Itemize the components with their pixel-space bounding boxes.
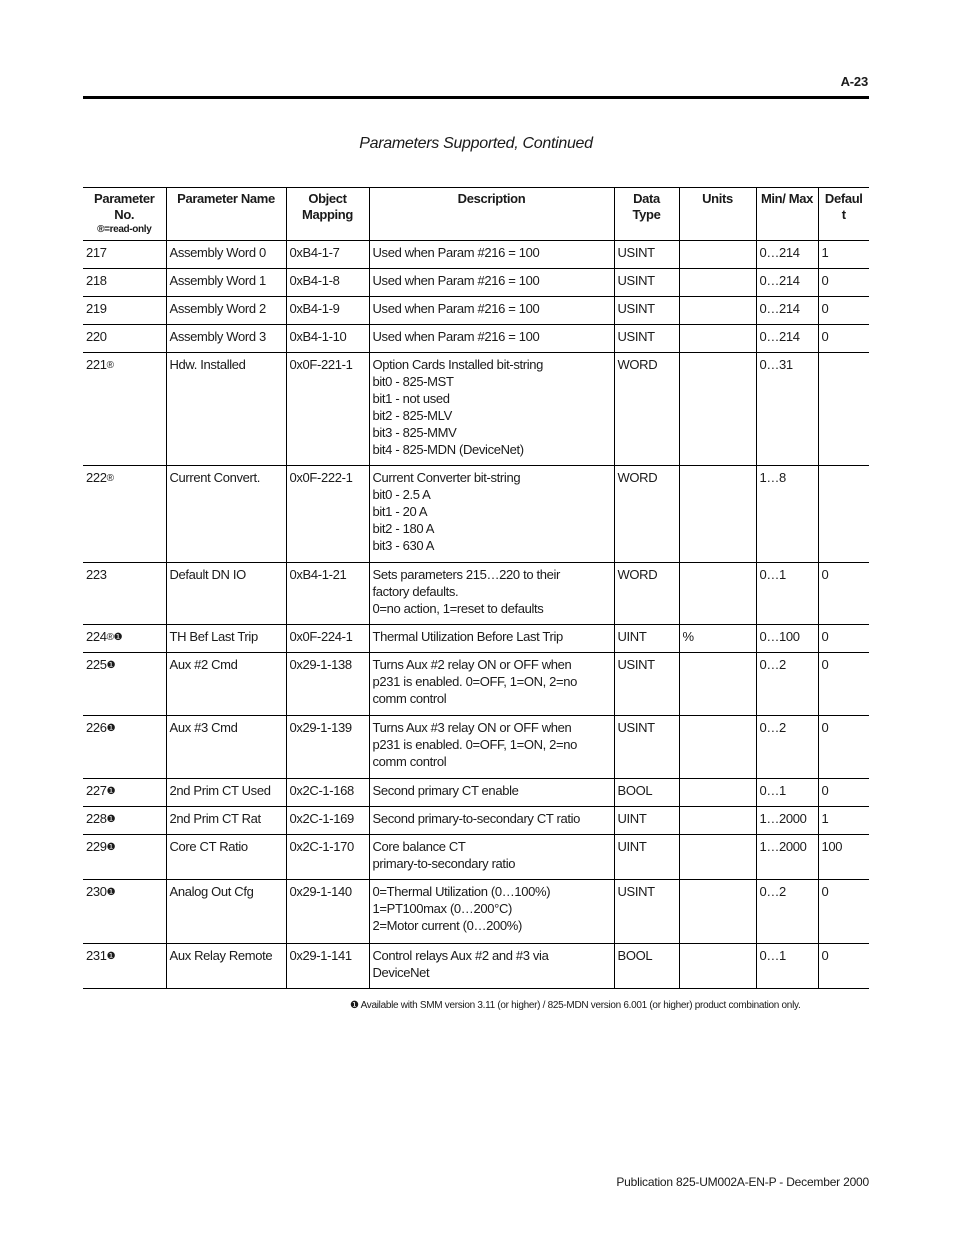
cell-param-name: Assembly Word 2: [166, 297, 286, 325]
cell-default: 0: [818, 563, 869, 625]
col-header-units: Units: [679, 188, 756, 241]
cell-object-mapping: 0xB4-1-10: [286, 325, 369, 353]
description-line: bit0 - 2.5 A: [372, 487, 431, 502]
param-marks: ®❶: [106, 632, 123, 643]
description-line: Turns Aux #3 relay ON or OFF when: [372, 720, 572, 735]
cell-param-name: Assembly Word 3: [166, 325, 286, 353]
publication-footer: Publication 825-UM002A-EN-P - December 2000: [616, 1175, 869, 1189]
description-line: Used when Param #216 = 100: [372, 329, 540, 344]
table-row: [83, 466, 869, 563]
col-header-object-mapping: Object Mapping: [286, 188, 369, 241]
param-number: 220: [86, 329, 107, 344]
cell-default: 0: [818, 625, 869, 653]
cell-default: 0: [818, 325, 869, 353]
description-line: bit3 - 825-MMV: [372, 425, 457, 440]
description-line: p231 is enabled. 0=OFF, 1=ON, 2=no: [372, 674, 578, 689]
table-row: [83, 944, 869, 989]
cell-param-no: [83, 653, 166, 716]
cell-data-type: USINT: [614, 325, 679, 353]
cell-param-no: [83, 297, 166, 325]
cell-units: [679, 944, 756, 989]
cell-min-max: 1…8: [756, 466, 818, 563]
cell-data-type: WORD: [614, 466, 679, 563]
col-header-param-no: [83, 188, 166, 241]
cell-description: [369, 625, 614, 653]
cell-min-max: 0…31: [756, 353, 818, 466]
cell-min-max: 0…214: [756, 325, 818, 353]
cell-param-name: Aux #2 Cmd: [166, 653, 286, 716]
param-number: 227: [86, 783, 107, 798]
cell-description: [369, 269, 614, 297]
cell-object-mapping: 0x29-1-140: [286, 880, 369, 944]
cell-min-max: 0…1: [756, 563, 818, 625]
table-row: [83, 625, 869, 653]
parameters-table: [83, 187, 869, 989]
col-header-description: Description: [369, 188, 614, 241]
cell-default: 0: [818, 653, 869, 716]
cell-description: [369, 241, 614, 269]
cell-object-mapping: 0x0F-222-1: [286, 466, 369, 563]
cell-data-type: UINT: [614, 807, 679, 835]
description-line: bit2 - 825-MLV: [372, 408, 452, 423]
param-marks: ❶: [106, 842, 116, 853]
description-line: bit3 - 630 A: [372, 538, 435, 553]
cell-units: [679, 779, 756, 807]
cell-default: 1: [818, 241, 869, 269]
cell-param-name: Current Convert.: [166, 466, 286, 563]
table-row: [83, 241, 869, 269]
cell-param-name: Aux Relay Remote: [166, 944, 286, 989]
cell-default: [818, 353, 869, 466]
cell-min-max: 0…2: [756, 716, 818, 779]
cell-data-type: USINT: [614, 653, 679, 716]
table-row: [83, 807, 869, 835]
table-title: Parameters Supported, Continued: [359, 135, 593, 152]
cell-param-name: 2nd Prim CT Used: [166, 779, 286, 807]
cell-data-type: USINT: [614, 297, 679, 325]
description-line: Option Cards Installed bit-string: [372, 357, 544, 372]
cell-min-max: 0…1: [756, 779, 818, 807]
cell-units: [679, 807, 756, 835]
param-no-label: Parameter No.: [94, 191, 155, 222]
cell-param-no: [83, 880, 166, 944]
description-line: bit2 - 180 A: [372, 521, 435, 536]
param-number: 223: [86, 567, 107, 582]
cell-data-type: UINT: [614, 835, 679, 880]
cell-units: [679, 353, 756, 466]
cell-default: 0: [818, 880, 869, 944]
col-header-default: Defaul t: [818, 188, 869, 241]
cell-units: [679, 563, 756, 625]
cell-object-mapping: 0x2C-1-168: [286, 779, 369, 807]
cell-description: [369, 779, 614, 807]
cell-description: [369, 297, 614, 325]
description-line: Second primary-to-secondary CT ratio: [372, 811, 581, 826]
description-line: comm control: [372, 691, 447, 706]
cell-default: 0: [818, 716, 869, 779]
param-number: 224: [86, 629, 107, 644]
cell-min-max: 0…1: [756, 944, 818, 989]
description-line: Used when Param #216 = 100: [372, 301, 540, 316]
cell-data-type: USINT: [614, 716, 679, 779]
header-rule: [83, 96, 869, 99]
cell-default: 0: [818, 269, 869, 297]
read-only-note: ®=read-only: [97, 224, 152, 235]
cell-param-name: Assembly Word 0: [166, 241, 286, 269]
cell-param-name: Hdw. Installed: [166, 353, 286, 466]
cell-object-mapping: 0x29-1-141: [286, 944, 369, 989]
description-line: comm control: [372, 754, 447, 769]
cell-units: [679, 241, 756, 269]
description-line: bit0 - 825-MST: [372, 374, 454, 389]
cell-param-no: [83, 563, 166, 625]
footnote: ❶ Available with SMM version 3.11 (or higher) / 825-MDN version 6.001 (or higher) product combination only.: [350, 1000, 801, 1011]
cell-description: [369, 653, 614, 716]
cell-units: %: [679, 625, 756, 653]
cell-object-mapping: 0xB4-1-7: [286, 241, 369, 269]
cell-param-no: [83, 625, 166, 653]
cell-param-no: [83, 241, 166, 269]
param-number: 231: [86, 948, 107, 963]
cell-description: [369, 466, 614, 563]
cell-param-name: 2nd Prim CT Rat: [166, 807, 286, 835]
table-row: [83, 880, 869, 944]
description-line: bit4 - 825-MDN (DeviceNet): [372, 442, 524, 457]
param-number: 228: [86, 811, 107, 826]
cell-object-mapping: 0x29-1-138: [286, 653, 369, 716]
cell-data-type: USINT: [614, 241, 679, 269]
cell-object-mapping: 0xB4-1-8: [286, 269, 369, 297]
cell-param-no: [83, 269, 166, 297]
cell-default: 1: [818, 807, 869, 835]
description-line: 0=Thermal Utilization (0…100%): [372, 884, 551, 899]
table-row: [83, 297, 869, 325]
col-header-min-max: Min/ Max: [756, 188, 818, 241]
cell-data-type: UINT: [614, 625, 679, 653]
cell-param-no: [83, 807, 166, 835]
col-header-param-name: Parameter Name: [166, 188, 286, 241]
cell-data-type: USINT: [614, 269, 679, 297]
cell-data-type: WORD: [614, 353, 679, 466]
cell-default: 0: [818, 779, 869, 807]
description-line: Core balance CT: [372, 839, 466, 854]
param-marks: ❶: [106, 786, 116, 797]
cell-object-mapping: 0xB4-1-21: [286, 563, 369, 625]
cell-min-max: 0…214: [756, 297, 818, 325]
description-line: Second primary CT enable: [372, 783, 519, 798]
cell-default: 0: [818, 944, 869, 989]
description-line: Used when Param #216 = 100: [372, 245, 540, 260]
cell-default: 100: [818, 835, 869, 880]
description-line: 1=PT100max (0…200°C): [372, 901, 512, 916]
cell-param-no: [83, 325, 166, 353]
cell-data-type: BOOL: [614, 944, 679, 989]
cell-param-no: [83, 466, 166, 563]
cell-min-max: 0…214: [756, 269, 818, 297]
param-number: 225: [86, 657, 107, 672]
col-header-data-type: Data Type: [614, 188, 679, 241]
cell-units: [679, 325, 756, 353]
cell-param-name: Core CT Ratio: [166, 835, 286, 880]
cell-object-mapping: 0x2C-1-169: [286, 807, 369, 835]
table-row: [83, 653, 869, 716]
cell-min-max: 1…2000: [756, 807, 818, 835]
page-number: A-23: [840, 74, 868, 89]
description-line: Current Converter bit-string: [372, 470, 521, 485]
cell-description: [369, 807, 614, 835]
cell-param-no: [83, 944, 166, 989]
cell-object-mapping: 0x29-1-139: [286, 716, 369, 779]
cell-data-type: WORD: [614, 563, 679, 625]
param-marks: ❶: [106, 660, 116, 671]
cell-param-no: [83, 716, 166, 779]
cell-data-type: USINT: [614, 880, 679, 944]
cell-param-name: Default DN IO: [166, 563, 286, 625]
cell-object-mapping: 0xB4-1-9: [286, 297, 369, 325]
cell-param-no: [83, 835, 166, 880]
cell-object-mapping: 0x0F-221-1: [286, 353, 369, 466]
description-line: bit1 - 20 A: [372, 504, 428, 519]
cell-units: [679, 835, 756, 880]
table-row: [83, 835, 869, 880]
param-marks: ®: [106, 360, 114, 371]
cell-units: [679, 716, 756, 779]
description-line: 2=Motor current (0…200%): [372, 918, 522, 933]
cell-description: [369, 353, 614, 466]
description-line: Sets parameters 215…220 to their: [372, 567, 561, 582]
param-marks: ❶: [106, 723, 116, 734]
param-marks: ❶: [106, 814, 116, 825]
description-line: bit1 - not used: [372, 391, 450, 406]
cell-min-max: 0…2: [756, 653, 818, 716]
param-marks: ❶: [106, 887, 116, 898]
table-header-row: [83, 188, 869, 241]
cell-object-mapping: 0x2C-1-170: [286, 835, 369, 880]
param-number: 218: [86, 273, 107, 288]
cell-default: 0: [818, 297, 869, 325]
cell-param-name: Analog Out Cfg: [166, 880, 286, 944]
param-marks: ❶: [106, 951, 116, 962]
description-line: factory defaults.: [372, 584, 459, 599]
cell-data-type: BOOL: [614, 779, 679, 807]
cell-min-max: 0…100: [756, 625, 818, 653]
description-line: Control relays Aux #2 and #3 via: [372, 948, 549, 963]
table-row: [83, 325, 869, 353]
cell-param-name: Assembly Word 1: [166, 269, 286, 297]
cell-param-name: Aux #3 Cmd: [166, 716, 286, 779]
cell-description: [369, 716, 614, 779]
cell-description: [369, 880, 614, 944]
param-number: 219: [86, 301, 107, 316]
table-body: [83, 241, 869, 989]
cell-description: [369, 835, 614, 880]
cell-units: [679, 653, 756, 716]
description-line: primary-to-secondary ratio: [372, 856, 516, 871]
cell-units: [679, 269, 756, 297]
cell-units: [679, 297, 756, 325]
table-row: [83, 779, 869, 807]
table-row: [83, 716, 869, 779]
cell-object-mapping: 0x0F-224-1: [286, 625, 369, 653]
param-number: 226: [86, 720, 107, 735]
description-line: Thermal Utilization Before Last Trip: [372, 629, 563, 644]
cell-param-no: [83, 353, 166, 466]
description-line: Used when Param #216 = 100: [372, 273, 540, 288]
description-line: p231 is enabled. 0=OFF, 1=ON, 2=no: [372, 737, 578, 752]
cell-description: [369, 563, 614, 625]
cell-min-max: 0…214: [756, 241, 818, 269]
cell-units: [679, 880, 756, 944]
description-line: DeviceNet: [372, 965, 430, 980]
cell-description: [369, 944, 614, 989]
table-row: [83, 353, 869, 466]
description-line: Turns Aux #2 relay ON or OFF when: [372, 657, 572, 672]
cell-param-name: TH Bef Last Trip: [166, 625, 286, 653]
cell-units: [679, 466, 756, 563]
cell-description: [369, 325, 614, 353]
cell-default: [818, 466, 869, 563]
cell-param-no: [83, 779, 166, 807]
cell-min-max: 0…2: [756, 880, 818, 944]
param-number: 229: [86, 839, 107, 854]
param-marks: ®: [106, 473, 114, 484]
param-number: 221: [86, 357, 107, 372]
param-number: 222: [86, 470, 107, 485]
table-row: [83, 269, 869, 297]
param-number: 217: [86, 245, 107, 260]
table-row: [83, 563, 869, 625]
cell-min-max: 1…2000: [756, 835, 818, 880]
description-line: 0=no action, 1=reset to defaults: [372, 601, 544, 616]
param-number: 230: [86, 884, 107, 899]
